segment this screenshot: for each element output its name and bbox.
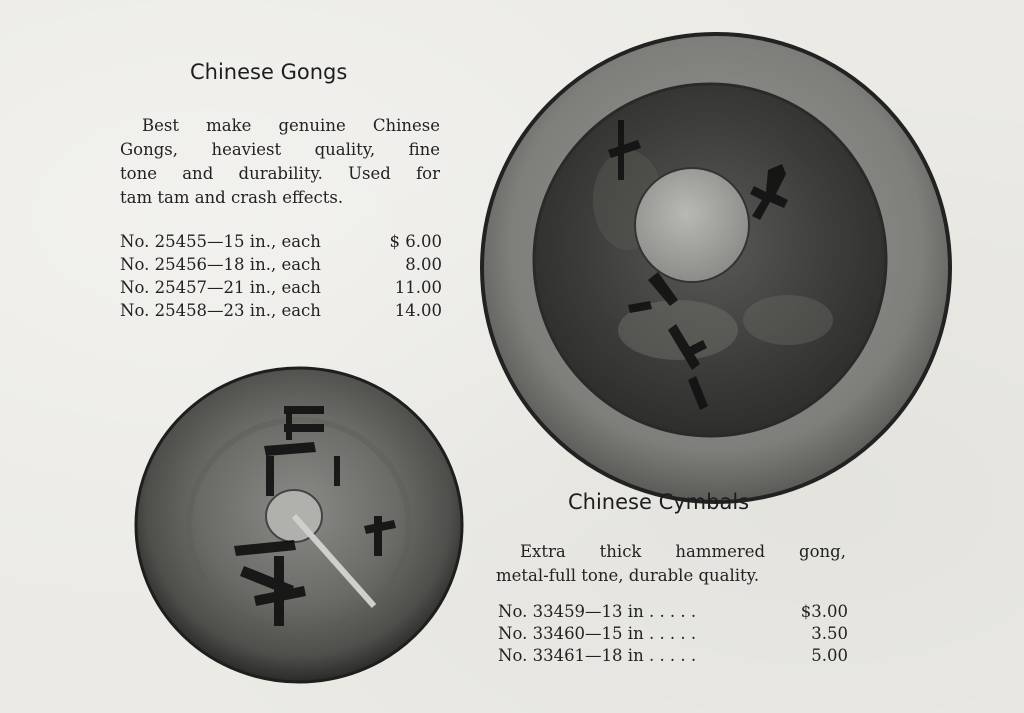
gongs-description-line: Gongs, heaviest quality, fine [120, 140, 440, 159]
cymbals-description [496, 540, 846, 588]
price-item-desc: No. 25458—23 in., each [120, 301, 321, 320]
chinese-gong-photo [478, 30, 954, 506]
price-value: 3.50 [811, 624, 848, 643]
price-row [498, 644, 848, 666]
price-row [498, 622, 848, 644]
price-item-desc: No. 33460—15 in . . . . . [498, 624, 697, 643]
cymbals-price-list [498, 600, 848, 666]
price-row [120, 276, 442, 299]
gongs-price-list [120, 230, 442, 322]
gongs-description-line: Best make genuine Chinese [142, 116, 440, 135]
price-row [120, 230, 442, 253]
gongs-heading: Chinese Gongs [190, 60, 348, 84]
price-value: $ 6.00 [389, 232, 442, 251]
price-value: 14.00 [394, 301, 442, 320]
cymbals-description-line: Extra thick hammered gong, [520, 542, 846, 561]
price-value: 8.00 [405, 255, 442, 274]
price-item-desc: No. 25457—21 in., each [120, 278, 321, 297]
gongs-description [120, 114, 440, 210]
cymbals-description-line: metal-full tone, durable quality. [496, 566, 760, 585]
price-row [120, 299, 442, 322]
price-value: 5.00 [811, 646, 848, 665]
chinese-cymbal-photo [134, 366, 464, 684]
price-value: 11.00 [394, 278, 442, 297]
price-row [498, 600, 848, 622]
cymbals-heading: Chinese Cymbals [568, 490, 750, 514]
price-item-desc: No. 33461—18 in . . . . . [498, 646, 697, 665]
price-row [120, 253, 442, 276]
price-item-desc: No. 25456—18 in., each [120, 255, 321, 274]
gongs-description-line: tam tam and crash effects. [120, 188, 344, 207]
price-item-desc: No. 33459—13 in . . . . . [498, 602, 697, 621]
gongs-description-line: tone and durability. Used for [120, 164, 440, 183]
price-item-desc: No. 25455—15 in., each [120, 232, 321, 251]
price-value: $3.00 [800, 602, 848, 621]
